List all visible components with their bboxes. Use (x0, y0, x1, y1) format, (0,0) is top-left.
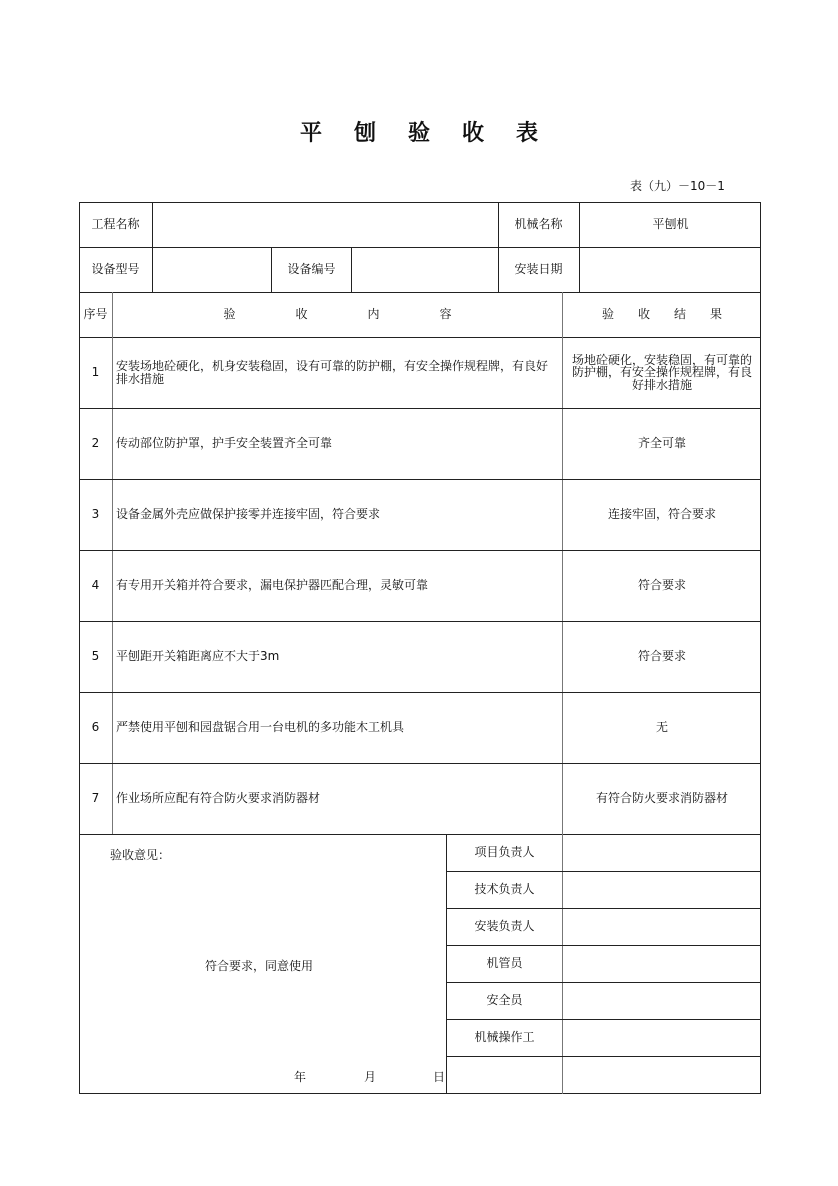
row-result: 无 (655, 720, 668, 735)
signature-field[interactable] (563, 871, 761, 908)
row-number: 5 (91, 649, 100, 664)
row-number: 6 (91, 720, 100, 735)
install-date-field[interactable] (580, 247, 761, 292)
header-char: 容 (439, 307, 452, 322)
signature-field[interactable] (563, 982, 761, 1019)
opinion-text: 符合要求，同意使用 (205, 959, 314, 973)
title-char: 验 (407, 120, 430, 146)
signer-label-safety-officer: 安全员 (486, 993, 523, 1008)
row-content: 安装场地砼硬化，机身安装稳固，设有可靠的防护棚，有安全操作规程牌，有良好排水措施 (116, 358, 549, 386)
row-content: 设备金属外壳应做保护接零并连接牢固，符合要求 (116, 507, 381, 522)
header-char: 收 (637, 307, 650, 322)
signer-label-empty (447, 1056, 562, 1093)
row-number: 3 (91, 507, 100, 522)
title-char: 收 (462, 120, 485, 146)
signer-label-machine-manager: 机管员 (486, 956, 523, 971)
date-day: 日 (433, 1070, 446, 1084)
opinion-label: 验收意见： (110, 848, 171, 862)
header-char: 内 (367, 307, 380, 322)
model-label: 设备型号 (91, 262, 140, 277)
row-number: 4 (91, 578, 100, 593)
machine-name-label: 机械名称 (514, 217, 563, 232)
row-result: 有符合防火要求消防器材 (595, 791, 728, 806)
header-char: 收 (295, 307, 308, 322)
row-content: 平刨距开关箱距离应不大于3m (116, 649, 280, 664)
column-header-seq: 序号 (83, 307, 108, 322)
row-content: 传动部位防护罩，护手安全装置齐全可靠 (116, 436, 333, 451)
row-content: 作业场所应配有符合防火要求消防器材 (116, 791, 321, 806)
project-name-label: 工程名称 (91, 217, 140, 232)
header-char: 验 (601, 307, 614, 322)
row-result: 连接牢固，符合要求 (607, 507, 716, 522)
row-result: 齐全可靠 (637, 436, 686, 451)
machine-name-field[interactable]: 平刨机 (652, 217, 689, 232)
date-month: 月 (364, 1070, 377, 1084)
header-char: 果 (710, 307, 723, 322)
title-char: 表 (516, 120, 539, 146)
install-date-label: 安装日期 (514, 262, 563, 277)
column-header-result (563, 292, 761, 337)
title-char: 刨 (353, 120, 376, 146)
row-result: 场地砼硬化，安装稳固，有可靠的防护棚，有安全操作规程牌，有良好排水措施 (571, 352, 752, 392)
date-year: 年 (294, 1070, 307, 1084)
column-header-content (113, 292, 562, 337)
signer-label-project-manager: 项目负责人 (474, 845, 535, 860)
signature-field[interactable] (563, 945, 761, 982)
row-number: 2 (91, 436, 100, 451)
row-number: 1 (91, 365, 100, 380)
signer-label-machine-operator: 机械操作工 (474, 1030, 535, 1045)
signature-field[interactable] (563, 1056, 761, 1093)
row-result: 符合要求 (637, 649, 686, 664)
signer-label-installation-lead: 安装负责人 (474, 919, 535, 934)
header-char: 结 (674, 307, 687, 322)
form-number: 表（九）－10－1 (630, 179, 725, 193)
signature-field[interactable] (563, 908, 761, 945)
project-name-field[interactable] (153, 202, 498, 247)
title-char: 平 (299, 120, 322, 146)
page-title (0, 116, 838, 147)
row-number: 7 (91, 791, 100, 806)
row-content: 严禁使用平刨和园盘锯合用一台电机的多功能木工机具 (116, 720, 405, 735)
signature-field[interactable] (563, 1019, 761, 1056)
signer-label-technical-lead: 技术负责人 (474, 882, 535, 897)
serial-label: 设备编号 (287, 262, 336, 277)
row-content: 有专用开关箱并符合要求，漏电保护器匹配合理，灵敏可靠 (116, 578, 429, 593)
signature-field[interactable] (563, 834, 761, 871)
serial-field[interactable] (352, 247, 498, 292)
header-char: 验 (223, 307, 236, 322)
row-result: 符合要求 (637, 578, 686, 593)
model-field[interactable] (153, 247, 271, 292)
